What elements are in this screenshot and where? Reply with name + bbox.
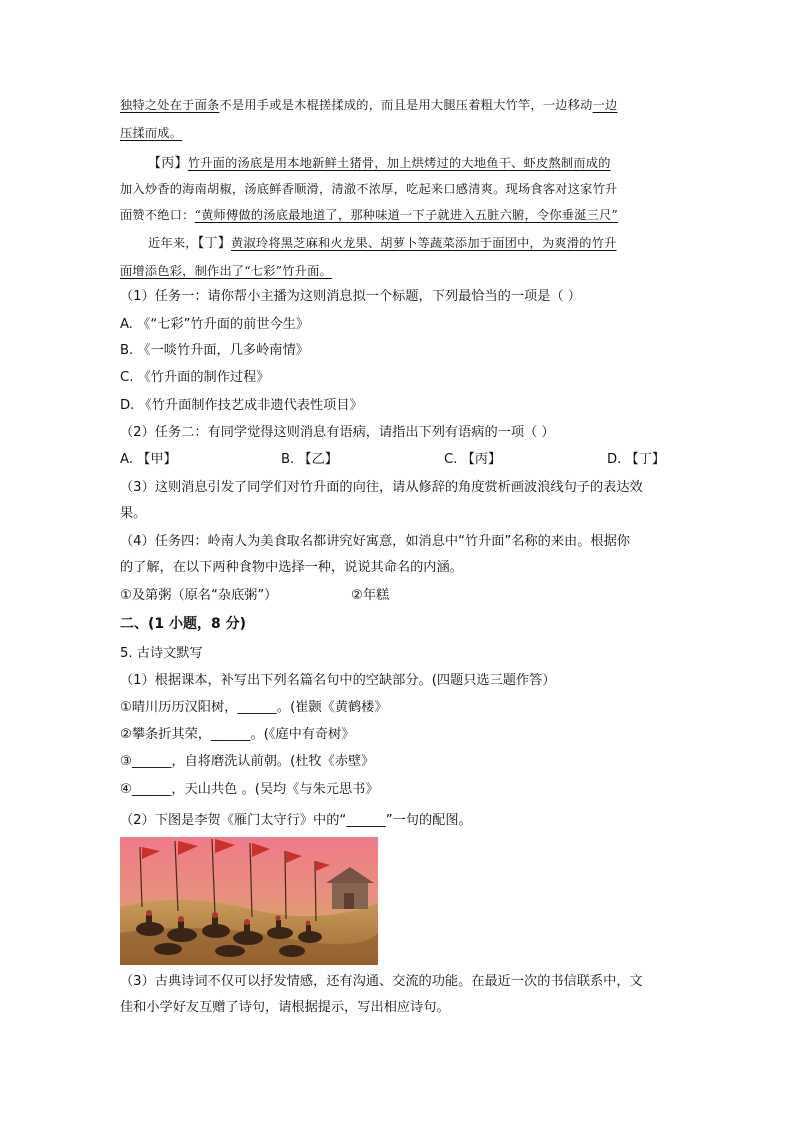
section-2-heading: 二、(1 小题，8 分) — [120, 616, 247, 632]
passage-text: 面赞不绝口： — [120, 208, 195, 222]
question-5-sub-2: （2）下图是李贺《雁门太守行》中的“______”一句的配图。 — [120, 813, 472, 828]
question-4-line-2: 的了解，在以下两种食物中选择一种，说说其命名的内涵。 — [120, 560, 463, 575]
passage-bing-line-1 — [148, 154, 611, 173]
question-4-option-1: ①及第粥（原名“杂底粥”） — [120, 588, 278, 603]
question-5-item-1: ①晴川历历汉阳树，______。(崔颢《黄鹤楼》 — [120, 700, 388, 715]
question-3-line-1: （3）这则消息引发了同学们对竹升面的向往，请从修辞的角度赏析画波浪线句子的表达效 — [120, 480, 643, 495]
question-5-item-3: ③______，自将磨洗认前朝。(杜牧《赤壁》 — [120, 754, 375, 769]
question-2-option-c[interactable]: C. 【丙】 — [444, 452, 502, 467]
question-2-option-b[interactable]: B. 【乙】 — [281, 452, 338, 467]
question-5-item-2: ②攀条折其荣，______。(《庭中有奇树》 — [120, 727, 355, 742]
question-1-option-a[interactable]: A. 《“七彩”竹升面的前世今生》 — [120, 317, 310, 332]
paragraph-tag-bing: 【丙】 — [148, 156, 188, 171]
passage-ding-line-1 — [148, 234, 617, 253]
passage-text: 近年来， — [148, 236, 198, 250]
passage-text: 不是用手或是木棍搓揉成的，而且是用大腿压着粗大竹竿，一边移动 — [219, 98, 593, 112]
question-2-stem: （2）任务二：有同学觉得这则消息有语病，请指出下列有语病的一项（ ） — [120, 425, 555, 440]
question-1-stem: （1）任务一：请你帮小主播为这则消息拟一个标题，下列最恰当的一项是（ ） — [120, 289, 581, 304]
question-5-item-4: ④______，天山共色 。(吴均《与朱元思书》 — [120, 782, 379, 797]
question-3-line-2: 果。 — [120, 506, 147, 521]
question-5-sub-1: （1）根据课本，补写出下列名篇名句中的空缺部分。(四题只选三题作答） — [120, 673, 556, 688]
passage-underlined-text: 面增添色彩，制作出了“七彩”竹升面。 — [120, 264, 332, 278]
passage-line-1 — [120, 96, 618, 114]
passage-underlined-text: 压揉而成。 — [120, 126, 183, 140]
question-5-sub-3-line-1: （3）古典诗词不仅可以抒发情感，还有沟通、交流的功能。在最近一次的书信联系中，文 — [120, 974, 643, 989]
passage-underlined-text: 独特之处在于面条 — [120, 98, 220, 112]
passage-text: 加入炒香的海南胡椒，汤底鲜香顺滑，清澈不浓厚，吃起来口感清爽。现场食客对这家竹升 — [120, 182, 618, 196]
paragraph-tag-ding: 【丁】 — [197, 236, 232, 251]
passage-underlined-text: 黄淑玲将黑芝麻和火龙果、胡萝卜等蔬菜添加于面团中，为爽滑的竹升 — [231, 236, 617, 250]
question-5-title: 5. 古诗文默写 — [120, 646, 203, 661]
question-4-line-1: （4）任务四：岭南人为美食取名都讲究好寓意，如消息中“竹升面”名称的来由。根据你 — [120, 534, 630, 549]
question-1-option-b[interactable]: B. 《一啖竹升面，几多岭南情》 — [120, 343, 309, 358]
passage-underlined-text: “黄师傅做的汤底最地道了，那种味道一下子就进入五脏六腑，令你垂涎三尺” — [194, 208, 619, 222]
passage-bing-line-3 — [120, 206, 618, 224]
passage-bing-line-2 — [120, 180, 618, 198]
passage-ding-line-2 — [120, 262, 332, 280]
passage-line-2 — [120, 124, 182, 142]
passage-underlined-text: 竹升面的汤底是用本地新鲜土猪骨，加上烘烤过的大地鱼干、虾皮熬制而成的 — [187, 156, 611, 170]
question-1-option-d[interactable]: D. 《竹升面制作技艺成非遗代表性项目》 — [120, 398, 363, 413]
battle-painting-image — [120, 837, 378, 965]
question-2-option-a[interactable]: A. 【甲】 — [120, 452, 177, 467]
question-1-option-c[interactable]: C. 《竹升面的制作过程》 — [120, 370, 270, 385]
question-4-option-2: ②年糕 — [351, 588, 390, 603]
passage-underlined-text: 一边 — [592, 98, 618, 112]
question-5-sub-3-line-2: 佳和小学好友互赠了诗句，请根据提示，写出相应诗句。 — [120, 1000, 450, 1015]
question-2-option-d[interactable]: D. 【丁】 — [607, 452, 666, 467]
